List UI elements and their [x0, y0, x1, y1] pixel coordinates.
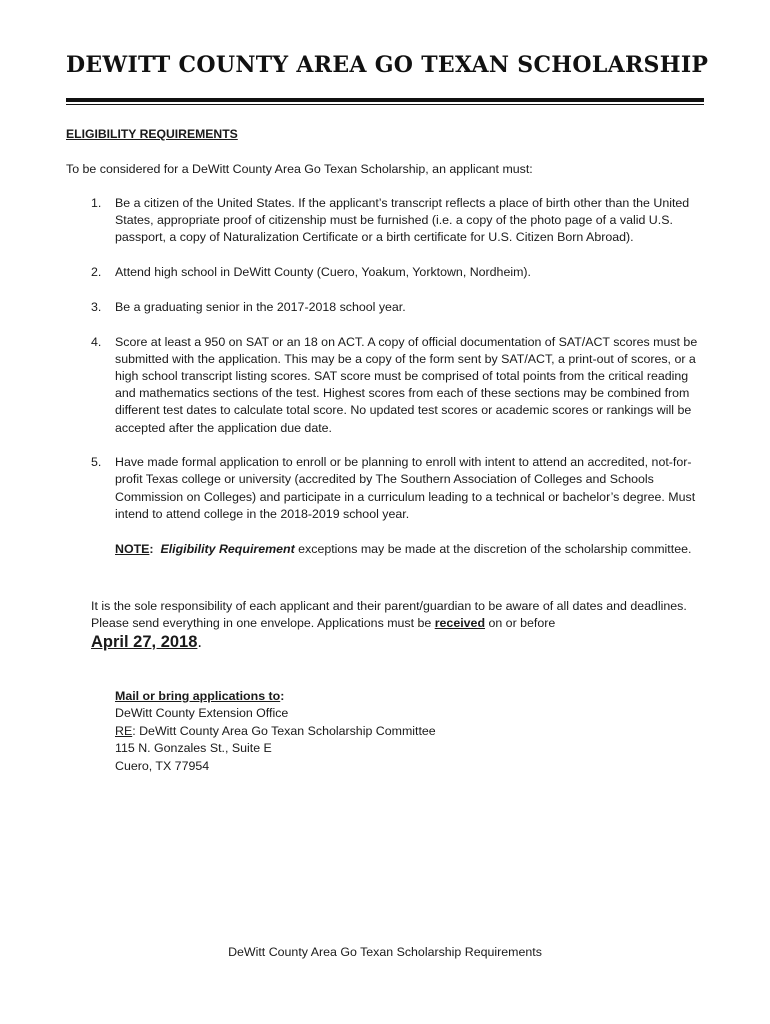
- requirement-number: 3.: [91, 299, 102, 314]
- mail-heading-line: [115, 688, 436, 705]
- received-emphasis: received: [434, 616, 486, 631]
- requirement-item: [66, 195, 706, 247]
- note-label: NOTE: [115, 542, 150, 556]
- requirement-number: 5.: [91, 455, 102, 470]
- deadline-period: .: [197, 633, 202, 651]
- mail-re-text: : DeWitt County Area Go Texan Scholarship Committee: [132, 723, 436, 738]
- mail-city: Cuero, TX 77954: [115, 758, 210, 773]
- title-rule-thick: [66, 98, 704, 102]
- mail-heading-colon: :: [280, 689, 285, 703]
- mail-heading: Mail or bring applications to: [115, 689, 281, 703]
- note-text: exceptions may be made at the discretion of the scholarship committee.: [294, 542, 692, 556]
- requirement-text: Score at least a 950 on SAT or an 18 on ACT. A copy of official documentation of SAT/ACT scores must be submitted with the application. This may be a copy of the form sent by SAT/ACT, a print-out of scores, or a high school transcript listing scores. SAT score must be comprised of total points from the critical reading and mathematics sections of the test. Highest scores from each of these sections may be combined from different test dates to calculate total score. No updated test scores or academic scores or rankings will be accepted after the application due date.: [115, 334, 698, 435]
- responsibility-text: It is the sole responsibility of each applicant and their parent/guardian to be aware of all dates and deadlines. Please send everything in one envelope. Applications must be: [91, 599, 687, 631]
- requirements-list: [66, 195, 706, 541]
- mail-street: 115 N. Gonzales St., Suite E: [115, 741, 272, 756]
- requirement-item: [66, 334, 706, 437]
- title-rule-thin: [66, 104, 704, 105]
- requirement-text: Be a citizen of the United States. If the applicant’s transcript reflects a place of birth other than the United States, appropriate proof of citizenship must be furnished (i.e. a copy of the photo page of a valid U.S. passport, a copy of Naturalization Certificate or a birth certificate for U.S. Citizen Born Abroad).: [115, 196, 690, 245]
- intro-text: To be considered for a DeWitt County Area Go Texan Scholarship, an applicant must:: [66, 162, 533, 176]
- responsibility-paragraph: [91, 598, 691, 632]
- section-heading: ELIGIBILITY REQUIREMENTS: [66, 127, 238, 141]
- note-colon: :: [149, 542, 154, 556]
- mail-office: DeWitt County Extension Office: [115, 706, 289, 721]
- requirement-number: 2.: [91, 265, 102, 280]
- requirement-number: 4.: [91, 334, 102, 349]
- requirement-item: [66, 264, 706, 281]
- mailing-address: [115, 688, 436, 775]
- document-title: DEWITT COUNTY AREA GO TEXAN SCHOLARSHIP: [66, 52, 709, 78]
- page-footer: DeWitt County Area Go Texan Scholarship Requirements: [228, 945, 542, 959]
- requirement-text: Attend high school in DeWitt County (Cuero, Yoakum, Yorktown, Nordheim).: [115, 265, 531, 280]
- note-paragraph: [115, 542, 691, 556]
- mail-re-label: RE: [115, 723, 133, 738]
- note-emphasis: Eligibility Requirement: [160, 542, 295, 556]
- requirement-text: Be a graduating senior in the 2017-2018 school year.: [115, 299, 406, 314]
- mail-re-line: [115, 723, 436, 740]
- requirement-text: Have made formal application to enroll or be planning to enroll with intent to attend an accredited, not-for-profit Texas college or university (accredited by The Southern Association of Colleges and Schools Commission on Colleges) and participate in a curriculum leading to a technical or bachelor’s degree. Must intend to attend college in the 2018-2019 school year.: [115, 455, 696, 521]
- requirement-item: [66, 299, 706, 316]
- deadline: [91, 633, 202, 652]
- responsibility-after: on or before: [485, 616, 556, 631]
- requirement-item: [66, 454, 706, 523]
- deadline-date: April 27, 2018: [91, 633, 198, 651]
- requirement-number: 1.: [91, 196, 102, 210]
